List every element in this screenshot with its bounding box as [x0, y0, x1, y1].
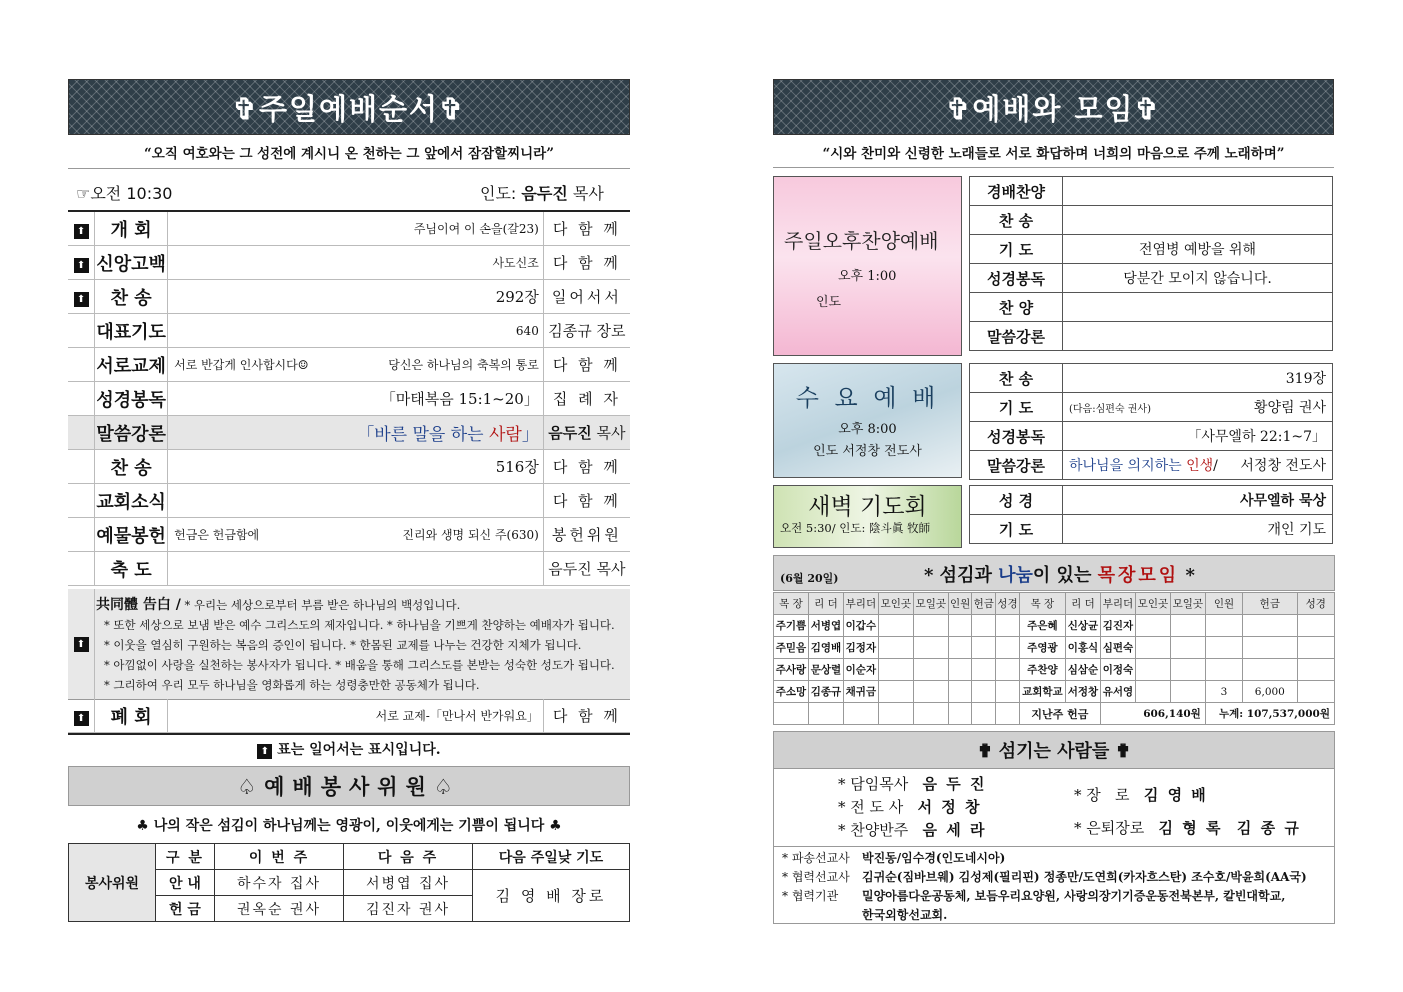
dawn-table [969, 485, 1333, 544]
cell-value: 유서영 [1100, 681, 1135, 703]
cell-value [878, 659, 913, 681]
left-title-banner [68, 79, 630, 135]
afternoon-key: 경배찬양 [970, 177, 1063, 206]
server-item [1074, 812, 1301, 845]
cell-value [1170, 637, 1205, 659]
order-name: 성경봉독 [95, 382, 168, 416]
committee-header: 다 음 주 [344, 844, 473, 870]
cell-title-part: * [1179, 565, 1195, 586]
cell-value [996, 615, 1020, 637]
order-name: 서로교제 [95, 348, 168, 382]
wed-note: (다음:심편숙 권사) [1069, 404, 1151, 415]
cell-value [948, 615, 972, 637]
cell-header: 목 장 [774, 593, 809, 615]
cell-value [996, 637, 1020, 659]
committee-header: 이 번 주 [215, 844, 344, 870]
cell-header: 리 더 [808, 593, 843, 615]
wed-key: 말씀강론 [970, 451, 1063, 480]
divider [68, 168, 630, 169]
cell-header-row [774, 593, 1335, 615]
left-verse: “오직 여호와는 그 성전에 계시니 온 천하는 그 앞에서 잠잠할찌니라” [144, 146, 554, 162]
mission-label: * 협력기관 [782, 889, 839, 903]
cell-row [774, 681, 1335, 703]
cell-value [972, 703, 996, 725]
afternoon-value [1063, 177, 1333, 206]
sermon-title-a: 「바른 말을 하는 [357, 425, 489, 445]
wed-value: 서정창 전도사 [1240, 458, 1326, 474]
cell-header: 부리더 [843, 593, 878, 615]
mission-item [782, 887, 1307, 906]
standing-note [68, 739, 630, 759]
afternoon-row [970, 177, 1333, 206]
afternoon-table [969, 176, 1333, 351]
server-role: * 담임목사 [838, 775, 909, 793]
dawn-prayer-card [773, 485, 962, 548]
cell-value [1205, 659, 1242, 681]
cell-value: 김영배 [808, 637, 843, 659]
standing-marker [68, 589, 95, 699]
servers-left [838, 773, 986, 842]
cell-value [996, 703, 1020, 725]
cell-value: 이홍식 [1066, 637, 1101, 659]
committee-cell: 김진자 권사 [344, 896, 473, 922]
confession-block [68, 589, 630, 700]
afternoon-time: 오후 1:00 [838, 269, 897, 284]
wed-value: 「사무엘하 22:1~7」 [1063, 422, 1333, 451]
order-who: 일어서서 [543, 280, 630, 314]
committee-header: 구 분 [156, 844, 215, 870]
right-verse: “시와 찬미와 신령한 노래들로 서로 화답하며 너희의 마음으로 주께 노래하며” [822, 146, 1285, 162]
mission-item [782, 868, 1307, 887]
order-name: 찬 송 [95, 450, 168, 484]
leader-title: 목사 [572, 184, 604, 203]
wednesday-leader: 인도 서정창 전도사 [813, 444, 922, 459]
committee-rowhead: 봉사위원 [69, 844, 156, 922]
leader-label: 인도: [480, 184, 517, 203]
left-title: ✞주일예배순서✞ [232, 91, 466, 126]
order-content [168, 552, 544, 586]
afternoon-row [970, 206, 1333, 235]
server-role: * 은퇴장로 [1074, 819, 1145, 837]
cell-value: 주은혜 [1019, 615, 1065, 637]
mission-value: 한국외항선교회. [862, 908, 948, 922]
committee-cell: 권옥순 권사 [215, 896, 344, 922]
wed-sermon-a: 하나님을 의지하는 [1069, 458, 1187, 474]
missions-list [782, 849, 1307, 925]
order-content [168, 416, 544, 450]
service-time: ☞오전 10:30 [76, 184, 173, 203]
cell-row [774, 615, 1335, 637]
order-name: 신앙고백 [95, 246, 168, 280]
cell-header: 모일곳 [913, 593, 948, 615]
order-content [168, 348, 544, 382]
order-who: 김종규 장로 [543, 314, 630, 348]
cell-value [948, 637, 972, 659]
committee-header: 다음 주일낮 기도 [473, 844, 630, 870]
stand-up-icon: ⬆ [74, 258, 89, 273]
total-offering: 누계: 107,537,000원 [1205, 703, 1334, 725]
cell-value [1170, 615, 1205, 637]
sermon-title-c: 」 [521, 425, 539, 445]
order-row [68, 280, 630, 314]
wed-key: 성경봉독 [970, 422, 1063, 451]
cell-value: 주찬양 [1019, 659, 1065, 681]
cell-value: 심편숙 [1100, 637, 1135, 659]
committee-table [68, 843, 630, 922]
leader-name: 음두진 [521, 184, 568, 203]
order-who: 봉헌위원 [543, 518, 630, 552]
afternoon-leader: 인도 [816, 295, 842, 310]
cell-value: 채귀금 [843, 681, 878, 703]
cell-value [1205, 615, 1242, 637]
wednesday-time: 오후 8:00 [838, 422, 897, 437]
cell-value [972, 659, 996, 681]
server-role: * 전 도 사 [838, 798, 904, 816]
right-title: ✞예배와 모임✞ [946, 91, 1161, 126]
cell-value: 주영광 [1019, 637, 1065, 659]
afternoon-value: 당분간 모이지 않습니다. [1063, 264, 1333, 293]
cell-value: 서정창 [1066, 681, 1101, 703]
server-role: * 장 로 [1074, 786, 1130, 804]
cell-value [1297, 659, 1334, 681]
confession-line: * 또한 세상으로 보냄 받은 예수 그리스도의 제자입니다. * 하나님을 기쁘게 찬양하는 예배자가 됩니다. [104, 618, 615, 632]
server-role: * 찬양반주 [838, 821, 909, 839]
stand-up-icon: ⬆ [74, 711, 89, 726]
order-row-closing [68, 699, 630, 733]
divider [68, 733, 630, 735]
order-row [68, 382, 630, 416]
cell-title-part: 이 있는 [1032, 565, 1098, 586]
cell-date: (6월 20일) [780, 572, 839, 585]
cell-header: 헌금 [1243, 593, 1297, 615]
cell-value [843, 703, 878, 725]
order-content: 292장 [168, 280, 544, 314]
afternoon-key: 찬 송 [970, 206, 1063, 235]
last-week-offering: 606,140원 [1100, 703, 1205, 725]
mission-label: * 협력선교사 [782, 870, 850, 884]
divider [773, 167, 1334, 168]
server-name: 음 두 진 [922, 775, 987, 793]
cell-value [1297, 615, 1334, 637]
afternoon-row [970, 293, 1333, 322]
committee-prayer: 김 영 배 장로 [473, 870, 630, 922]
order-row [68, 450, 630, 484]
order-content: 서로 교제-「만나서 반가워요」 [168, 699, 544, 733]
wed-value: 319장 [1063, 364, 1333, 393]
worship-order-table [68, 212, 630, 586]
cell-value: 교회학교 [1019, 681, 1065, 703]
cell-title-part: 목장모임 [1097, 565, 1180, 586]
committee-cell: 헌 금 [156, 896, 215, 922]
standing-note-text: 표는 일어서는 표시입니다. [277, 742, 441, 758]
confession-text [96, 595, 626, 695]
cell-value: 주사랑 [774, 659, 809, 681]
cell-value [1243, 637, 1297, 659]
cell-value [808, 703, 843, 725]
cell-value: 신상균 [1066, 615, 1101, 637]
cell-header: 리 더 [1066, 593, 1101, 615]
mission-value: 밀양아름다운공동체, 보듬우리요양원, 사랑의장기기증운동전북본부, 칼빈대학교, [862, 889, 1286, 903]
order-content: 516장 [168, 450, 544, 484]
stand-up-icon: ⬆ [257, 744, 272, 759]
afternoon-key: 말씀강론 [970, 322, 1063, 351]
server-item [838, 773, 986, 796]
order-content-text: 진리와 생명 되신 주(630) [402, 528, 539, 542]
cell-header: 인원 [948, 593, 972, 615]
cell-group-table [773, 592, 1335, 725]
cell-value [1135, 637, 1170, 659]
dawn-sub: 오전 5:30/ 인도: 陰斗眞 牧師 [780, 521, 931, 535]
stand-up-icon: ⬆ [74, 637, 89, 652]
cell-value: 김종규 [808, 681, 843, 703]
last-week-label: 지난주 헌금 [1019, 703, 1100, 725]
stand-up-icon: ⬆ [74, 292, 89, 307]
order-name: 폐 회 [95, 699, 168, 733]
cell-value: 주기쁨 [774, 615, 809, 637]
cell-value [972, 681, 996, 703]
afternoon-key: 기 도 [970, 235, 1063, 264]
sermon-title-b: 사람 [488, 425, 522, 445]
afternoon-row [970, 322, 1333, 351]
cell-group-header [773, 555, 1335, 591]
server-name: 김 영 배 [1143, 786, 1208, 804]
cell-value [1205, 637, 1242, 659]
cell-header: 성경 [996, 593, 1020, 615]
confession-head: 共同體 告白 / [96, 597, 181, 613]
cell-header: 모인곳 [1135, 593, 1170, 615]
confession-line: * 아낌없이 사랑을 실천하는 봉사자가 됩니다. * 배움을 통해 그리스도를 본받는 성숙한 성도가 됩니다. [104, 658, 615, 672]
order-content: 「마태복음 15:1~20」 [168, 382, 544, 416]
cell-value [996, 659, 1020, 681]
cell-row [774, 659, 1335, 681]
cell-value [1243, 659, 1297, 681]
cell-value [878, 637, 913, 659]
afternoon-title: 주일오후찬양예배 [784, 229, 939, 253]
mission-label: * 파송선교사 [782, 851, 850, 865]
server-name: 김 형 록 김 종 규 [1158, 819, 1301, 837]
cell-header: 부리더 [1100, 593, 1135, 615]
wed-key: 기 도 [970, 393, 1063, 422]
order-name: 대표기도 [95, 314, 168, 348]
cell-header: 목 장 [1019, 593, 1065, 615]
order-name: 교회소식 [95, 484, 168, 518]
cell-value: 주믿음 [774, 637, 809, 659]
cell-value: 이정숙 [1100, 659, 1135, 681]
cell-header: 인원 [1205, 593, 1242, 615]
cell-value [948, 659, 972, 681]
cell-value: 서병엽 [808, 615, 843, 637]
server-name: 서 정 창 [917, 798, 982, 816]
dawn-value: 사무엘하 묵상 [1063, 486, 1333, 515]
cell-value [1135, 681, 1170, 703]
mission-item [782, 906, 1307, 925]
order-row [68, 518, 630, 552]
confession-line: * 이웃을 열심히 구원하는 복음의 증인이 됩니다. * 한몸된 교제를 나누는 건강한 지체가 됩니다. [104, 638, 582, 652]
afternoon-value [1063, 206, 1333, 235]
order-name: 개 회 [95, 212, 168, 246]
wed-value: 황양림 권사 [1253, 400, 1326, 416]
preacher-name: 음두진 [548, 424, 592, 442]
mission-value: 박진동/임수경(인도네시아) [862, 851, 1006, 865]
afternoon-value [1063, 293, 1333, 322]
cell-value [913, 659, 948, 681]
cell-value: 주소망 [774, 681, 809, 703]
committee-cell: 안 내 [156, 870, 215, 896]
cell-value: 6,000 [1243, 681, 1297, 703]
order-row [68, 246, 630, 280]
cell-value [913, 615, 948, 637]
afternoon-service-card [773, 176, 962, 356]
cell-title [924, 561, 1195, 587]
order-name: 예물봉헌 [95, 518, 168, 552]
cell-value [948, 681, 972, 703]
servers-title: ✟ 섬기는 사람들 ✟ [773, 731, 1335, 769]
dawn-title: 새벽 기도회 [808, 494, 927, 520]
cell-value [878, 703, 913, 725]
server-item [1074, 779, 1301, 812]
cell-header: 모일곳 [1170, 593, 1205, 615]
committee-cell: 서병엽 집사 [344, 870, 473, 896]
wed-key: 찬 송 [970, 364, 1063, 393]
cell-row [774, 703, 1335, 725]
order-content: 640 [168, 314, 544, 348]
order-row [68, 314, 630, 348]
cell-value: 3 [1205, 681, 1242, 703]
cell-value [774, 703, 809, 725]
order-content: 사도신조 [168, 246, 544, 280]
cell-value: 심삼순 [1066, 659, 1101, 681]
order-who: 다 함 께 [543, 450, 630, 484]
cell-value: 이갑수 [843, 615, 878, 637]
order-who: 다 함 께 [543, 484, 630, 518]
order-who: 다 함 께 [543, 212, 630, 246]
order-row [68, 348, 630, 382]
order-name: 말씀강론 [95, 416, 168, 450]
order-who [543, 416, 630, 450]
order-pre: 서로 반갑게 인사합시다☺ [174, 358, 309, 372]
cell-value [913, 637, 948, 659]
cell-header: 헌금 [972, 593, 996, 615]
afternoon-key: 성경봉독 [970, 264, 1063, 293]
cell-title-part: 나눔 [998, 565, 1033, 586]
cell-header: 모인곳 [878, 593, 913, 615]
order-who: 다 함 께 [543, 348, 630, 382]
order-content-text: 당신은 하나님의 축복의 통로 [388, 358, 539, 372]
order-row [68, 484, 630, 518]
cell-value: 이순자 [843, 659, 878, 681]
cell-value [913, 703, 948, 725]
confession-line: * 그리하여 우리 모두 하나님을 영화롭게 하는 성령충만한 공동체가 됩니다. [104, 678, 480, 692]
order-who: 다 함 께 [543, 246, 630, 280]
closing-row-table [68, 699, 630, 733]
wednesday-service-card [773, 363, 962, 478]
mission-value: 김귀순(짐바브웨) 김성제(필리핀) 정종만/도연희(카자흐스탄) 조수호/박윤희(AA국) [862, 870, 1307, 884]
afternoon-row [970, 235, 1333, 264]
cell-value [913, 681, 948, 703]
order-name: 찬 송 [95, 280, 168, 314]
service-leader [480, 181, 604, 204]
wed-sermon-b: 인생 [1186, 458, 1214, 474]
cell-value [878, 615, 913, 637]
committee-verse: ♣ 나의 작은 섬김이 하나님께는 영광이, 이웃에게는 기쁨이 됩니다 ♣ [136, 818, 562, 834]
dawn-key: 성 경 [970, 486, 1063, 515]
servers-box [773, 768, 1335, 848]
wednesday-title: 수 요 예 배 [795, 384, 940, 412]
right-title-banner [773, 79, 1334, 135]
order-content [168, 518, 544, 552]
cell-value [1135, 659, 1170, 681]
server-name: 음 세 라 [922, 821, 987, 839]
cell-header: 성경 [1297, 593, 1334, 615]
cell-value [878, 681, 913, 703]
cell-value [1297, 681, 1334, 703]
cell-value [1170, 659, 1205, 681]
missions-box [773, 846, 1335, 924]
cell-value [972, 615, 996, 637]
cell-title-part: * 섬김과 [924, 565, 999, 586]
cell-value [996, 681, 1020, 703]
stand-up-icon: ⬆ [74, 224, 89, 239]
cell-value [1243, 615, 1297, 637]
committee-title: ♤예배봉사위원♤ [68, 766, 630, 806]
dawn-key: 기 도 [970, 515, 1063, 544]
cell-value: 김진자 [1100, 615, 1135, 637]
cell-value [972, 637, 996, 659]
cell-value [1297, 637, 1334, 659]
order-name: 축 도 [95, 552, 168, 586]
cell-value [1170, 681, 1205, 703]
afternoon-key: 찬 양 [970, 293, 1063, 322]
wed-sermon-c: / [1213, 458, 1218, 474]
cell-value: 문상렬 [808, 659, 843, 681]
order-content: 주님이여 이 손을(갈23) [168, 212, 544, 246]
order-row [68, 212, 630, 246]
cell-value [948, 703, 972, 725]
mission-item [782, 849, 1307, 868]
order-pre: 헌금은 헌금함에 [174, 528, 260, 542]
afternoon-value [1063, 322, 1333, 351]
committee-cell: 하수자 집사 [215, 870, 344, 896]
afternoon-row [970, 264, 1333, 293]
order-row [68, 416, 630, 450]
cell-value [1135, 615, 1170, 637]
confession-line: * 우리는 세상으로부터 부름 받은 하나님의 백성입니다. [184, 598, 461, 612]
dawn-value: 개인 기도 [1063, 515, 1333, 544]
order-row [68, 552, 630, 586]
cell-value: 김정자 [843, 637, 878, 659]
afternoon-value: 전염병 예방을 위해 [1063, 235, 1333, 264]
order-who: 집 례 자 [543, 382, 630, 416]
order-who: 음두진 목사 [543, 552, 630, 586]
servers-right [1074, 779, 1301, 845]
server-item [838, 796, 986, 819]
server-item [838, 819, 986, 842]
wednesday-table [969, 363, 1333, 480]
order-content [168, 484, 544, 518]
order-who: 다 함 께 [543, 699, 630, 733]
preacher-title: 목사 [596, 424, 626, 442]
cell-row [774, 637, 1335, 659]
